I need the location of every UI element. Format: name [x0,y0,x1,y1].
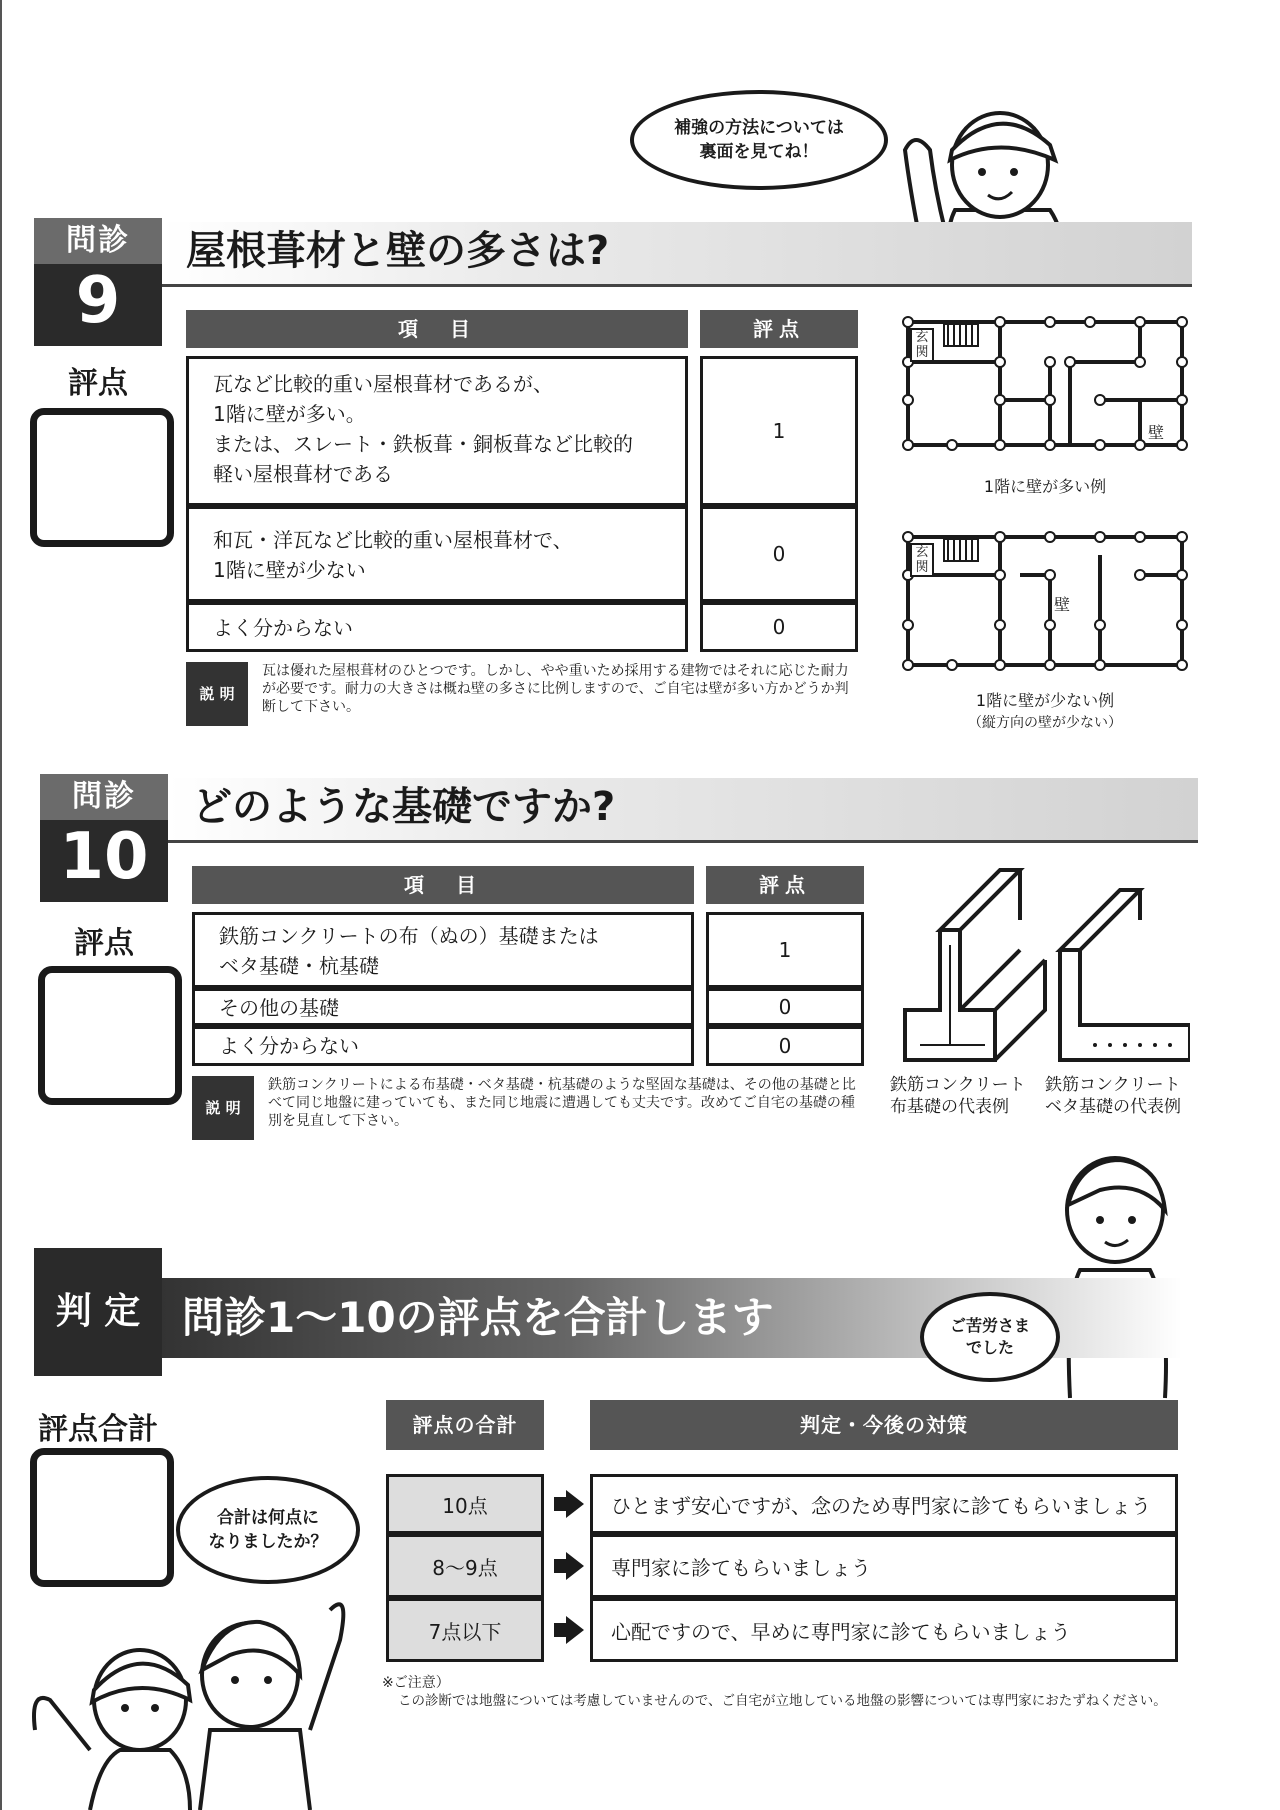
q9-badge [34,218,162,346]
note-text: この診断では地盤については考慮していませんので、ご自宅が立地している地盤の影響については専門家におたずねください。 [398,1693,1167,1709]
mat-foundation-illustration [1055,880,1190,1070]
q10-badge-number: 10 [59,820,149,894]
hint-speech-bubble: 補強の方法については 裏面を見てね！ [630,90,888,190]
plan2-wall-label: 壁 [1054,595,1071,614]
advice-row1: ひとまず安心ですが、念のため専門家に診てもらいましょう [590,1474,1178,1534]
thanks-speech-bubble: ご苦労さま でした [920,1292,1060,1382]
q10-row1-text: 鉄筋コンクリートの布（ぬの）基礎または ベタ基礎・杭基礎 [192,912,694,988]
floorplan-many-walls [900,310,1190,470]
range-row3: 7点以下 [386,1598,544,1662]
q10-title: どのような基礎ですか? [192,784,616,830]
q9-row3-text: よく分からない [186,602,688,652]
q10-badge-label: 問診 [40,774,168,820]
strip-foundation-caption: 鉄筋コンクリート 布基礎の代表例 [890,1075,1026,1117]
q10-row2-text: その他の基礎 [192,988,694,1026]
judge-title: 問診1～10の評点を合計します [182,1293,774,1342]
plan1-entrance-label: 玄関 [910,328,934,362]
q9-row3-score: 0 [700,602,858,652]
q10-score-label: 評点 [74,926,134,961]
q10-row2-score: 0 [706,988,864,1026]
plan1-wall-label: 壁 [1148,423,1165,442]
woman-illustration [1040,1150,1190,1400]
page-left-border [0,0,2,1810]
judge-label: 判 定 [55,1291,141,1332]
range-row1: 10点 [386,1474,544,1534]
q10-title-banner [168,778,1198,843]
q9-score-label: 評点 [68,366,128,401]
q10-header-item: 項 目 [192,866,694,904]
q9-row1-score: 1 [700,356,858,506]
advice-header: 判定・今後の対策 [590,1400,1178,1450]
advice-row2: 専門家に診てもらいましょう [590,1534,1178,1598]
q10-score-input-box[interactable] [38,966,182,1105]
q9-row1-text: 瓦など比較的重い屋根葺材であるが、 1階に壁が多い。 または、スレート・鉄板葺・銅板葺など比較的 軽い屋根葺材である [186,356,688,506]
question-speech-bubble: 合計は何点に なりましたか？ [176,1476,360,1584]
q10-explanation-tag: 説 明 [192,1076,254,1140]
q10-row3-score: 0 [706,1026,864,1066]
q9-title: 屋根葺材と壁の多さは? [186,228,610,274]
kids-cheering-illustration [30,1580,360,1810]
q9-explanation-tag: 説 明 [186,662,248,726]
mat-foundation-caption: 鉄筋コンクリート ベタ基礎の代表例 [1045,1075,1181,1117]
q10-row3-text: よく分からない [192,1026,694,1066]
q9-header-score: 評点 [700,310,858,348]
range-row2: 8～9点 [386,1534,544,1598]
plan2-entrance-label: 玄関 [910,543,934,577]
q9-header-item: 項 目 [186,310,688,348]
total-score-input-box[interactable] [30,1448,174,1587]
q9-title-banner [162,222,1192,287]
q10-row1-score: 1 [706,912,864,988]
q9-row2-score: 0 [700,506,858,602]
q9-score-input-box[interactable] [30,408,174,547]
floorplan-few-walls [900,525,1190,685]
arrow-row1 [554,1490,584,1518]
q9-row2-text: 和瓦・洋瓦など比較的重い屋根葺材で、 1階に壁が少ない [186,506,688,602]
q10-header-score: 評点 [706,866,864,904]
arrow-row2 [554,1552,584,1580]
plan2-subcaption: （縦方向の壁が少ない） [968,715,1122,731]
arrow-row3 [554,1616,584,1644]
q9-badge-label: 問診 [34,218,162,264]
strip-foundation-illustration [900,860,1050,1070]
q9-explanation: 瓦は優れた屋根葺材のひとつです。しかし、やや重いため採用する建物ではそれに応じた耐力が必要です。耐力の大きさは概ね壁の多さに比例しますので、ご自宅は壁が多い方かどうか判断して下さい。 [262,663,849,715]
advice-row3: 心配ですので、早めに専門家に診てもらいましょう [590,1598,1178,1662]
judge-label-box [34,1248,162,1376]
total-score-label: 評点合計 [38,1412,158,1447]
total-header: 評点の合計 [386,1400,544,1450]
q9-badge-number: 9 [75,264,121,338]
q10-badge [40,774,168,902]
note-title: ※ご注意） [382,1675,450,1691]
plan2-caption: 1階に壁が少ない例 [975,691,1115,710]
plan1-caption: 1階に壁が多い例 [983,477,1107,496]
q10-explanation: 鉄筋コンクリートによる布基礎・ベタ基礎・杭基礎のような堅固な基礎は、その他の基礎と比べて同じ地盤に建っていても、また同じ地震に遭遇しても丈夫です。改めてご自宅の基礎の種別を見直して下さい。 [268,1077,856,1129]
